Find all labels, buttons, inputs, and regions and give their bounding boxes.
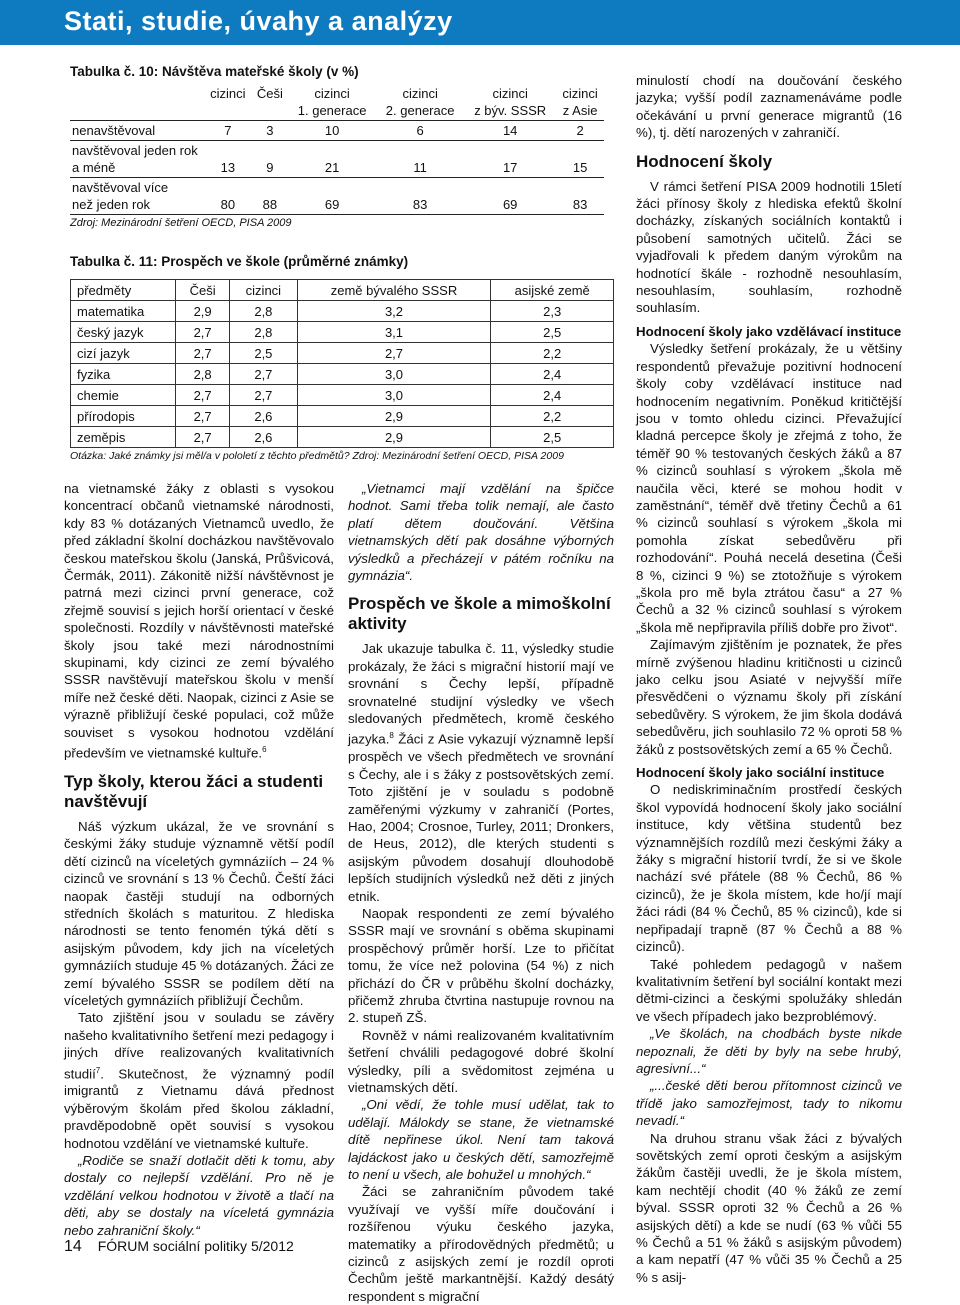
- table-row: zeměpis 2,7 2,6 2,9 2,5: [71, 427, 614, 448]
- cell: 21: [288, 141, 376, 178]
- table-row: [70, 178, 604, 215]
- cell: 3: [252, 121, 288, 141]
- paragraph: Náš výzkum ukázal, že ve srovnání s českými žáky studuje významně větší podíl dětí cizinců na víceletých gymnáziích – 24 % cizinců ve srovnání s 13 % Čechů. Čeští žáci naopak častěji studují na odborných středních školách s maturitou. Z hlediska národnosti se tento fenomén týká dětí s asijským původem, kdy jich na víceletých gymnáziích studuje 45 % dotázaných. Žáci ze zemí bývalého SSSR se podílem dětí na víceletých gymnáziích přibližují Čechům.: [64, 818, 334, 1008]
- paragraph: minulostí chodí na doučování českého jazyka; vyšší podíl zaznamenáváme podle očekávání u první generace migrantů (16 %), tj. dětí narozených v zahraničí.: [636, 73, 902, 141]
- paragraph: Na druhou stranu však žáci z bývalých sovětských zemí oproti českým a asijským žákům častěji uvedli, že je škola místem, kam nechtějí chodit (40 % žáků ze zemí býval. SSSR oproti 32 % Čechů a 26 % asijských dětí) a kde se nudí (63 % vůči 55 % Čechů a 51 % žáků s asijským původem) a kam nepatří (47 % vůči 35 % Čechů a 25 % s asij-: [636, 1130, 902, 1285]
- table-row: fyzika 2,8 2,7 3,0 2,4: [71, 364, 614, 385]
- column-2: [348, 480, 614, 1305]
- heading: Hodnocení školy: [636, 151, 773, 171]
- cell: 7: [204, 121, 252, 141]
- paragraph: Jak ukazuje tabulka č. 11, výsledky studie prokázaly, že žáci s migrační historií mají ve srovnání s Čechy lepší, případně srovnatelné studijní výsledky ve všech sledovaných předmětech, kromě českého jazyka.$^8$ Žáci z Asie vykazují významně lepší prospěch ve všech předmětech ve srovnání s Čechy, ale i s žáky z postsovětských zemí. Toto zjištění je v souladu s podobně zaměřenými výzkumy v zahraničí (Portes, Hao, 2004; Crosnoe, Turley, 2011; Dronkers, de Heus, 2012), dle kterých studenti s asijským původem dosahují dlouhodobě lepších studijních výsledků než děti z jiných etnik.: [348, 641, 614, 904]
- col-header: předměty: [71, 280, 176, 301]
- subheading: Hodnocení školy jako sociální instituce: [636, 765, 885, 781]
- page-number: 14: [64, 1238, 82, 1255]
- col-header: Češi: [252, 84, 288, 121]
- table-row: matematika 2,9 2,8 3,2 2,3: [71, 301, 614, 322]
- paragraph: Zajímavým zjištěním je poznatek, že přes mírně zvýšenou hladinu kritičnosti u cizinců jako celku jsou Asiaté v nejvyšší míře přesvědčeni o významu školy při získání sebedůvěry. S výrokem, že jim škola dodává sebedůvěru, jich souhlasilo 72 % oproti 58 % žáků z postsovětských zemí a 65 % Čechů.: [636, 637, 902, 757]
- column-3: [636, 72, 902, 1286]
- col-header: cizinci z Asie: [556, 84, 604, 121]
- paragraph: O nediskriminačním prostředí českých škol vypovídá hodnocení školy jako sociální instituce, kdy většina studentů bez významnějších rozdílů mezi českými žáky a žáky s migrační historií tvrdí, že si ve škole nachází své přátele (88 % Čechů, 86 % cizinců), že je škola místem, kde ho/jí mají žáci rádi (84 % Čechů, 85 % cizinců), kde si nepřipadají trapně (87 % Čechů a 88 % cizinců).: [636, 782, 902, 955]
- quote: „Rodiče se snaží dotlačit děti k tomu, aby dostaly co nejlepší vzdělání. Pro ně je vzdělání velkou hodnotou v životě a tlačí na děti, aby se dostaly na víceletá gymnázia nebo zahraniční školy.“: [64, 1153, 334, 1238]
- cell: 69: [464, 178, 556, 215]
- cell: 13: [204, 141, 252, 178]
- table-10: [70, 84, 604, 215]
- quote: „Oni vědí, že tohle musí udělat, tak to udělají. Málokdy se stane, že vietnamské dítě nepřinese úkol. Není tam taková lajdáckost jako u českých dětí, samozřejmě to není u všech, ale bohužel u mnohých.“: [348, 1097, 614, 1183]
- table-11-block: [70, 254, 614, 462]
- quote: „Vietnamci mají vzdělání na špičce hodnot. Sami třeba tolik nemají, ale často platí dětem doučování. Většina vietnamských dětí pak dosáhne výborných výsledků a přecházejí v pátém ročníku na gymnázia“.: [348, 481, 614, 584]
- cell: 88: [252, 178, 288, 215]
- table-row: český jazyk 2,7 2,8 3,1 2,5: [71, 322, 614, 343]
- cell: 6: [376, 121, 464, 141]
- row-label: navštěvoval jeden rok a méně: [70, 141, 204, 178]
- col-header: cizinci 1. generace: [288, 84, 376, 121]
- cell: 17: [464, 141, 556, 178]
- col-header: asijské země: [491, 280, 614, 301]
- paragraph: na vietnamské žáky z oblasti s vysokou koncentrací občanů vietnamské národnosti, kdy 83 % dotázaných Vietnamců uvedlo, že před základní školní docházkou navštěvovalo českou mateřskou školu (Janská, Průšvicová, Čermák, 2011). Zákonitě nižší návštěvnost je patrná mezi cizinci první generace, což zřejmě souvisí s jejich horší orientací v české společnosti. Rozdíly v návštěvnosti mateřské školy jsou také mezi národnostními skupinami, kdy cizinci ze zemí bývalého SSSR navštěvují mateřskou školu v menší míře než české děti. Naopak, cizinci z Asie se výrazně přibližují české populaci, což může souviset s vysokou hodnotou vzdělání především ve vietnamské kultuře.$^6$: [64, 481, 334, 761]
- table-row: [70, 121, 604, 141]
- cell: 83: [376, 178, 464, 215]
- col-header: cizinci: [230, 280, 297, 301]
- table-header-row: [71, 280, 614, 301]
- paragraph: Také pohledem pedagogů v našem kvalitativním šetření byl sociální kontakt mezi dětmi-cizinci a českými spolužáky shledán ve všech případech jako bezproblémový.: [636, 956, 902, 1024]
- col-header: cizinci 2. generace: [376, 84, 464, 121]
- col-header: cizinci: [204, 84, 252, 121]
- journal-name: FÓRUM sociální politiky 5/2012: [97, 1238, 294, 1254]
- table-10-caption: Tabulka č. 10: Návštěva mateřské školy (v %): [70, 64, 359, 79]
- cell: 80: [204, 178, 252, 215]
- table-row: [70, 141, 604, 178]
- cell: 2: [556, 121, 604, 141]
- table-row: cizí jazyk 2,7 2,5 2,7 2,2: [71, 343, 614, 364]
- cell: 69: [288, 178, 376, 215]
- table-row: přírodopis 2,7 2,6 2,9 2,2: [71, 406, 614, 427]
- cell: 83: [556, 178, 604, 215]
- table-row: chemie 2,7 2,7 3,0 2,4: [71, 385, 614, 406]
- paragraph: V rámci šetření PISA 2009 hodnotili 15letí žáci přínosy školy z hlediska efektů školní docházky, získaných sociálních kontaktů i působení samotných učitelů. Žáci se vyjadřovali k předem daným výrokům na hodnotící škále - rozhodně nesouhlasím, nesouhlasím, souhlasím, rozhodně souhlasím.: [636, 178, 902, 316]
- col-header: země bývalého SSSR: [297, 280, 491, 301]
- cell: 9: [252, 141, 288, 178]
- table-10-source: Zdroj: Mezinárodní šetření OECD, PISA 2009: [70, 217, 292, 229]
- table-11-note: Otázka: Jaké známky jsi měl/a v pololetí z těchto předmětů? Zdroj: Mezinárodní šetření OECD, PISA 2009: [70, 450, 564, 462]
- table-10-block: [70, 64, 604, 229]
- table-11-caption: Tabulka č. 11: Prospěch ve škole (průměrné známky): [70, 254, 409, 269]
- col-header: Češi: [176, 280, 230, 301]
- col-header: cizinci z býv. SSSR: [464, 84, 556, 121]
- heading: Typ školy, kterou žáci a studenti navštěvují: [64, 771, 324, 811]
- cell: 11: [376, 141, 464, 178]
- page-footer: [64, 1238, 294, 1256]
- cell: 15: [556, 141, 604, 178]
- column-1: [64, 480, 334, 1239]
- quote: „...české děti berou přítomnost cizinců ve třídě jako samozřejmost, tady to nikomu nevadí.“: [636, 1078, 902, 1129]
- row-label: nenavštěvoval: [70, 121, 204, 141]
- paragraph: Naopak respondenti ze zemí bývalého SSSR mají ve srovnání s oběma skupinami prospěchový průměr horší. Lze to přičítat tomu, že více než polovina (54 %) z nich přichází do ČR v průběhu školní docházky, přičemž zhruba čtvrtina nastupuje rovnou na 2. stupeň ZŠ.: [348, 905, 614, 1026]
- subheading: Hodnocení školy jako vzdělávací instituce: [636, 323, 902, 339]
- row-label: navštěvoval více než jeden rok: [70, 178, 204, 215]
- cell: 10: [288, 121, 376, 141]
- paragraph: Výsledky šetření prokázaly, že u většiny respondentů převažuje pozitivní hodnocení školy coby vzdělávací instituce nad hodnocením negativním. Poněkud kritičtější jsou v tomto ohledu cizinci. Převažující kladná percepce školy je zřejmá z toho, že téměř 90 % testovaných českých žáků a 87 % cizinců souhlasí s výrokem „škola mě naučila věci, které se mohou hodit v zaměstnání“, téměř dvě třetiny Čechů a 61 % cizinců souhlasí s výrokem „škola mi pomohla získat sebedůvěru při rozhodování“. Pouhá necelá desetina (Češi 8 %, cizinci 9 %) se ztotožňuje s výrokem „škola pro mě byla ztrátou času“ a 27 % Čechů a 32 % cizinců souhlasí s výrokem „škola mě nepřipravila příliš dobře pro život“.: [636, 341, 902, 635]
- section-title: Stati, studie, úvahy a analýzy: [64, 6, 453, 36]
- table-11: [70, 279, 614, 448]
- paragraph: Tato zjištění jsou v souladu se závěry našeho kvalitativního šetření mezi pedagogy i jiných dříve realizovaných kvalitativních studií$^7$. Skutečnost, že významný podíl imigrantů z Vietnamu dává přednost výběrovým školám před školou základní, pravděpodobně opět souvisí s vysokou hodnotou vzdělání ve vietnamské kultuře.: [64, 1010, 334, 1151]
- quote: „Ve školách, na chodbách byste nikde nepoznali, že děti by byly na sebe hrubý, agresivní...“: [636, 1026, 902, 1076]
- heading: Prospěch ve škole a mimoškolní aktivity: [348, 594, 611, 634]
- cell: 14: [464, 121, 556, 141]
- paragraph: Žáci se zahraničním původem také využívají ve vyšší míře doučování i rozšířenou výuku českého jazyka, matematiky a přírodovědných předmětů; u cizinců z asijských zemí je rozdíl oproti Čechům ještě markantnější. Každý desátý respondent s migrační: [348, 1184, 614, 1304]
- paragraph: Rovněž v námi realizovaném kvalitativním šetření chválili pedagogové dobré školní výsledky, píli a svědomitost zejména u vietnamských dětí.: [348, 1027, 614, 1096]
- table-header-row: [70, 84, 604, 121]
